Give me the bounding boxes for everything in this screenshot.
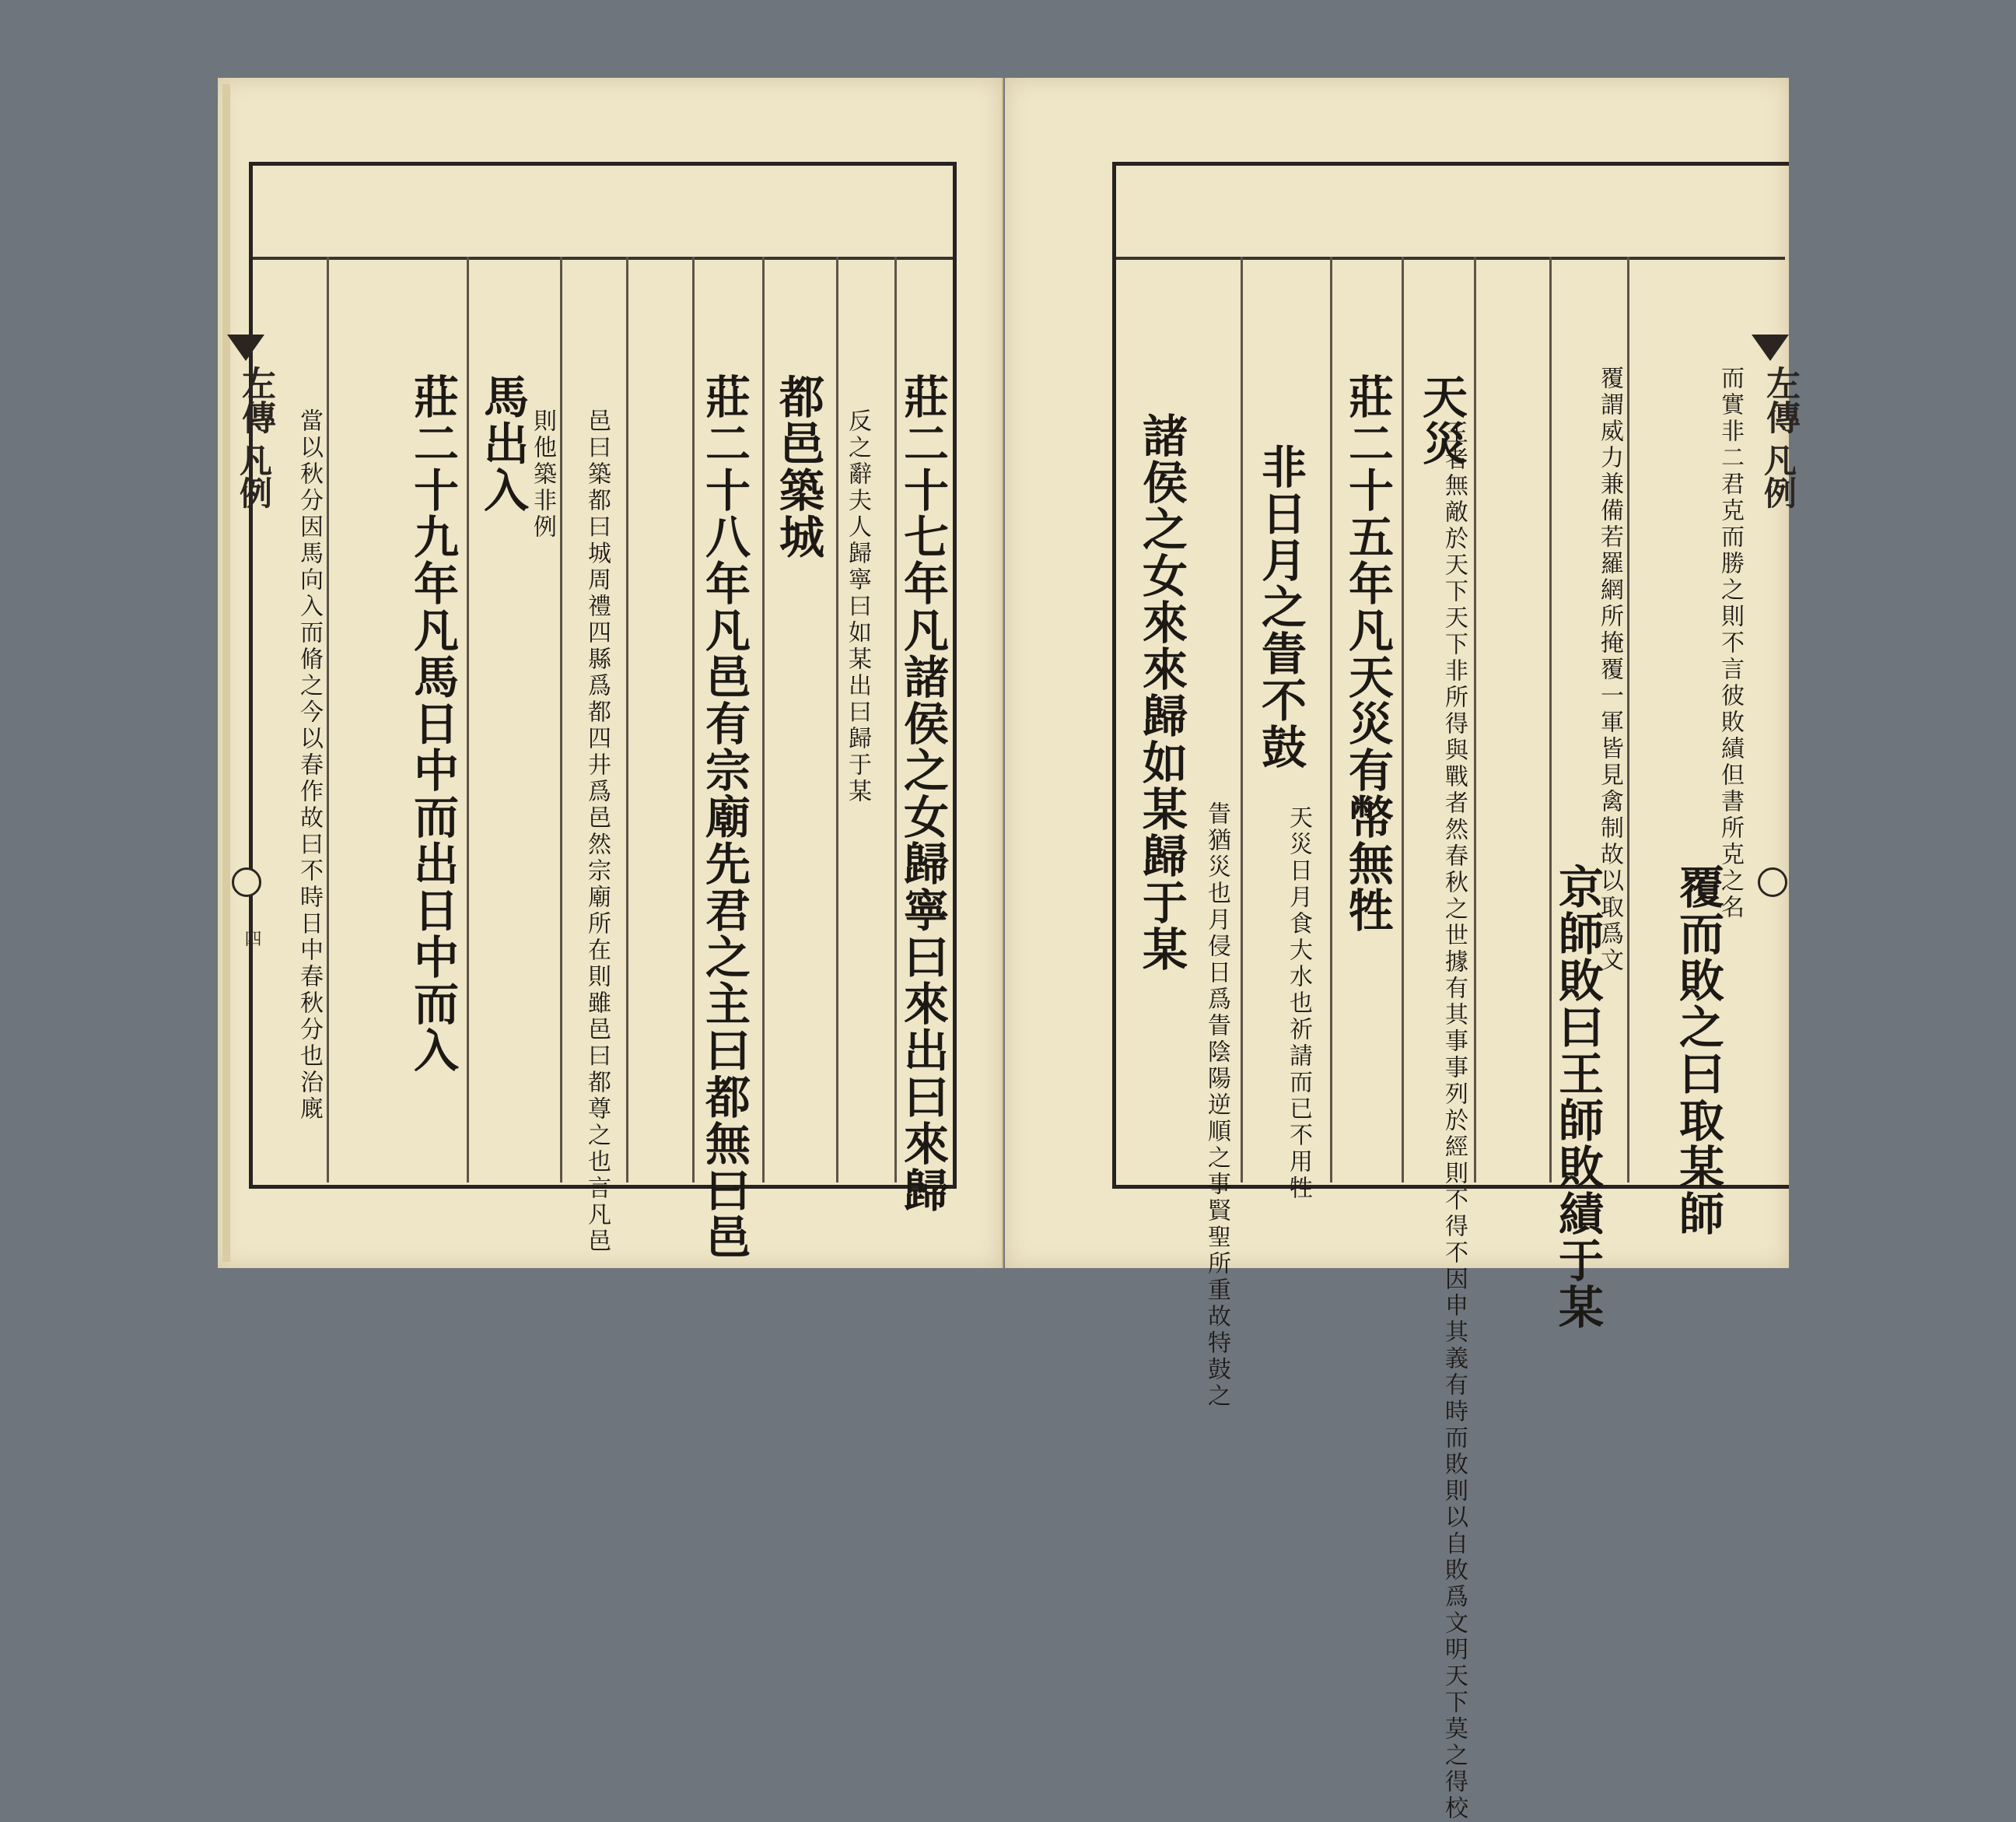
left-page [218,78,1003,1268]
column-divider [692,257,695,1183]
column-divider [327,257,329,1183]
column-divider [626,257,628,1183]
column-divider [1402,257,1404,1183]
open-book [218,78,1800,1822]
side-title: 左傳 [236,366,275,434]
text-column: 當以秋分因馬向入而脩之今以春作故曰不時日中春秋分也治廐 [296,408,323,1123]
side-section: 凡例 [235,443,273,509]
text-column: 京師敗曰王師敗績于某 [1551,864,1604,1330]
text-column: 莊二十七年凡諸侯之女歸寧曰來出曰來歸 [896,373,949,1214]
fishtail-mark [227,335,264,361]
text-column: 莊二十九年凡馬日中而出日中而入 [406,373,459,1074]
page-edge [222,84,230,1262]
text-column: 馬出入 [476,373,529,513]
text-column: 眚猶災也月侵日爲眚陰陽逆順之事賢聖所重故特鼓之 [1203,801,1230,1410]
text-column: 邑曰築都曰城周禮四縣爲都四井爲邑然宗廟所在則雖邑曰都尊之也言凡邑 [583,408,611,1255]
text-column: 天災 [1415,373,1468,467]
text-column: 天災日月食大水也祈請而已不用牲 [1285,805,1312,1202]
side-section: 凡例 [1759,443,1797,509]
column-divider [560,257,562,1183]
text-column: 覆謂威力兼備若羅網所掩覆一軍皆見禽制故以取爲文 [1596,366,1623,974]
header-rule [1116,257,1785,260]
text-column: 而實非二君克而勝之則不言彼敗績但書所克之名 [1717,366,1744,921]
text-column: 王者無敵於天下天下非所得與戰者然春秋之世據有其事事列於經則不得不因申其義有時而敗則以自敗爲文明天下莫之得校 [1440,420,1468,1822]
fold-circle [1758,867,1787,897]
text-column: 莊二十八年凡邑有宗廟先君之主曰都無曰邑 [698,373,751,1260]
column-divider [467,257,469,1183]
text-column: 覆而敗之曰取某師 [1671,864,1724,1237]
text-column: 都邑築城 [772,373,824,560]
column-divider [836,257,838,1183]
column-divider [1627,257,1629,1183]
fold-circle [232,867,261,897]
header-rule [253,257,953,260]
page-number: 四 [242,930,261,947]
fishtail-mark [1752,335,1789,361]
text-column: 則他築非例 [529,408,556,541]
side-title: 左傳 [1760,366,1800,434]
text-column: 諸侯之女來來歸如某歸于某 [1135,412,1188,972]
column-divider [1241,257,1243,1183]
right-page [1005,78,1800,1822]
text-column: 非日月之眚不鼓 [1254,443,1307,770]
text-column: 反之辭夫人歸寧曰如某出曰歸于某 [844,408,871,805]
column-divider [1330,257,1332,1183]
text-column: 莊二十五年凡天災有幣無牲 [1341,373,1394,934]
column-divider [762,257,765,1183]
column-divider [1474,257,1476,1183]
